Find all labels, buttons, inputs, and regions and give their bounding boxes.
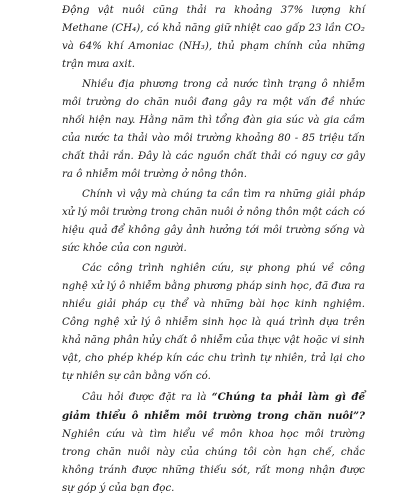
paragraph-4: Các công trình nghiên cứu, sự phong phú về công nghệ xử lý ô nhiễm bằng phương pháp sinh học, đã đưa ra nhiều giải pháp cụ thể và những bài học kinh nghiệm. Công nghệ xử lý ô nhiễm sinh học là quá trình dựa trên khả năng phân hủy chất ô nhiễm của thực vật hoặc vi sinh vật, cho phép khép kín các chu trình tự nhiên, trả lại cho tự nhiên sự cân bằng vốn có. xyxy=(62,263,365,382)
paragraph-5-rest: Nghiên cứu và tìm hiểu về môn khoa học môi trường trong chăn nuôi này của chúng tôi còn hạn chế, chắc không tránh được những thiếu sót, rất mong nhận được sự góp ý của bạn đọc. xyxy=(62,429,365,494)
paragraph-5 xyxy=(62,388,365,498)
paragraph-5-lead: Câu hỏi được đặt ra là xyxy=(82,392,212,403)
body-text xyxy=(62,2,365,498)
paragraph-3: Chính vì vậy mà chúng ta cần tìm ra những giải pháp xử lý môi trường trong chăn nuôi ở nông thôn một cách có hiệu quả để không gây ảnh hưởng tới môi trường sống và sức khỏe của con người. xyxy=(62,189,365,254)
paragraph-2: Nhiều địa phương trong cả nước tình trạng ô nhiễm môi trường do chăn nuôi đang gây ra một vấn đề nhức nhối hiện nay. Hằng năm thì tổng đàn gia súc và gia cầm của nước ta thải vào môi trường khoảng 80 - 85 triệu tấn chất thải rắn. Đây là các nguồn chất thải có nguy cơ gây ra ô nhiễm môi trường ở nông thôn. xyxy=(62,79,365,180)
paragraph-1: Động vật nuôi cũng thải ra khoảng 37% lượng khí Methane (CH₄), có khả năng giữ nhiệt cao gấp 23 lần CO₂ và 64% khí Amoniac (NH₃), thủ phạm chính của những trận mưa axit. xyxy=(62,5,365,70)
paragraph-5-question: “Chúng ta phải làm gì để giảm thiểu ô nhiễm môi trường trong chăn nuôi”? xyxy=(62,391,365,422)
